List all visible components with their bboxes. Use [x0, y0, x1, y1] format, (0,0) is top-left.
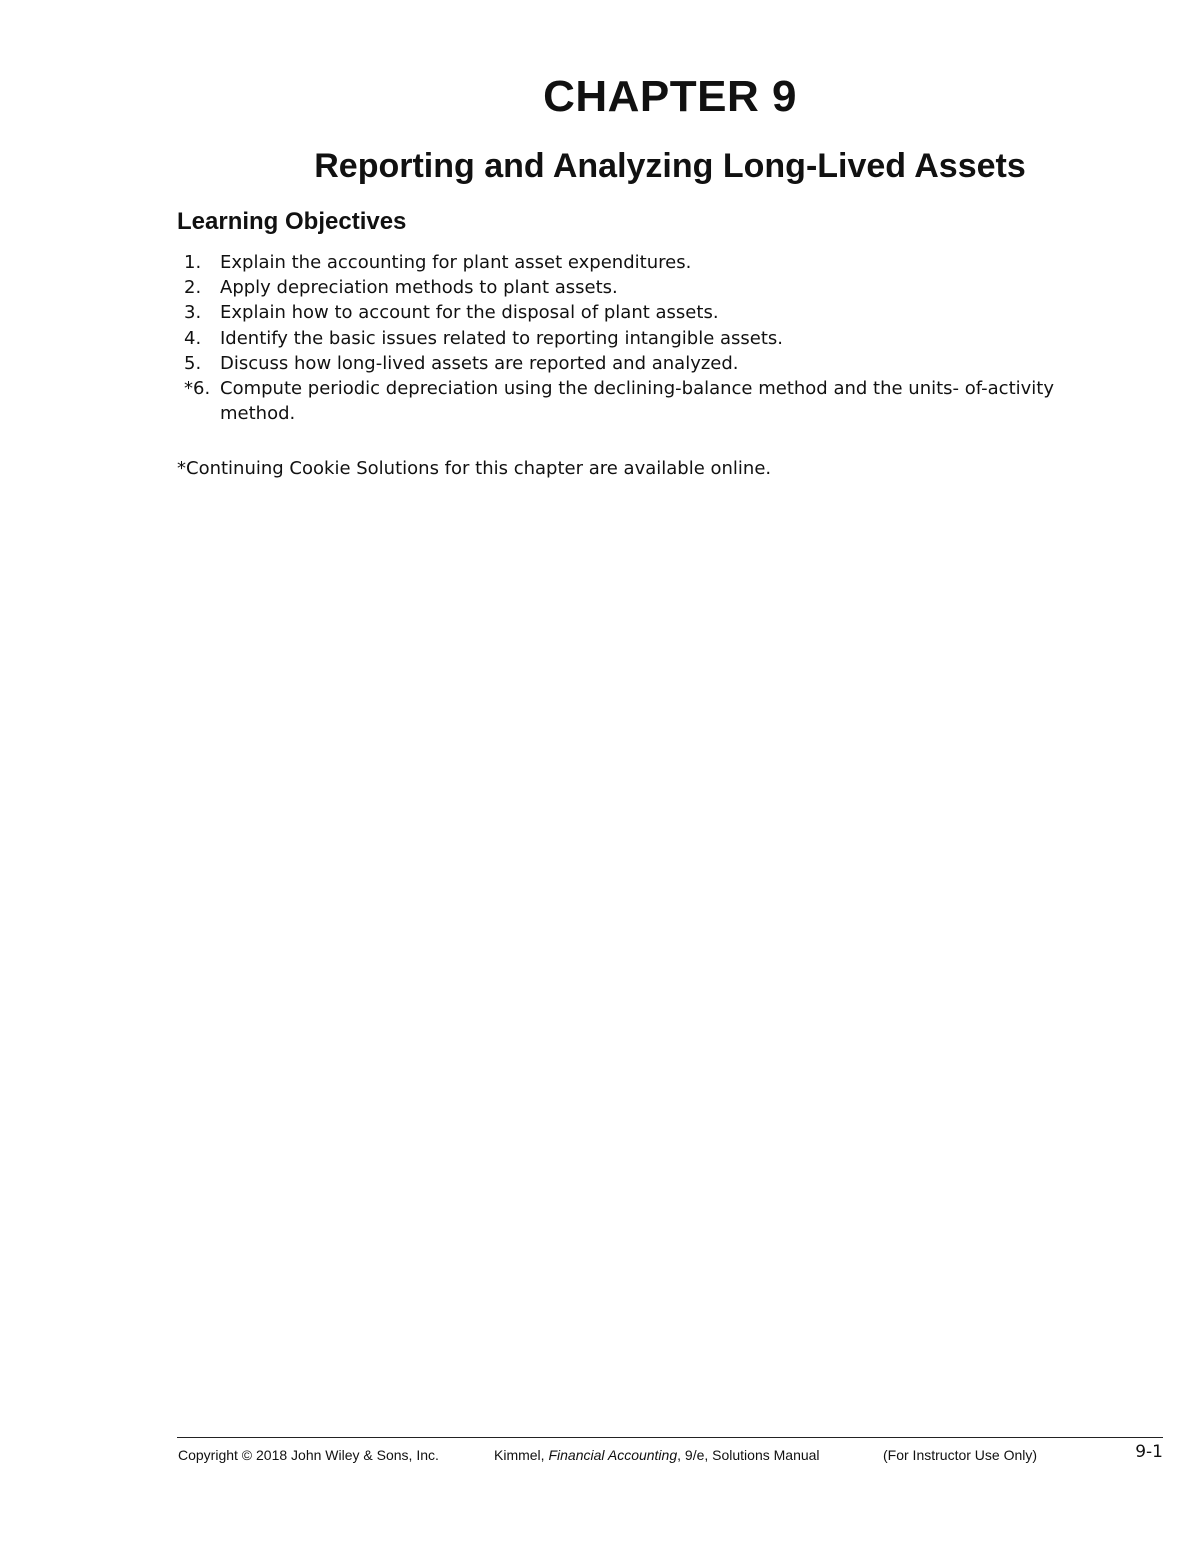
objective-item	[170, 300, 1130, 325]
footer-author: Kimmel,	[494, 1447, 545, 1463]
objective-item	[170, 275, 1130, 300]
footer-usage: (For Instructor Use Only)	[883, 1447, 1038, 1463]
objective-text: Compute periodic depreciation using the declining-balance method and the units- of-activity method.	[220, 378, 1054, 425]
objective-text: Explain the accounting for plant asset expenditures.	[220, 252, 692, 273]
objective-item	[170, 376, 1130, 426]
online-solutions-note: *Continuing Cookie Solutions for this chapter are available online.	[177, 458, 772, 479]
page-footer	[178, 1442, 1163, 1465]
objective-number: 1.	[184, 252, 202, 273]
objective-number: 4.	[184, 327, 202, 349]
learning-objectives-list	[170, 250, 1130, 426]
objective-text: Identify the basic issues related to reporting intangible assets.	[220, 327, 784, 349]
footer-copyright: Copyright © 2018 John Wiley & Sons, Inc.	[178, 1447, 439, 1463]
objective-item	[170, 326, 1130, 351]
objective-text: Explain how to account for the disposal of plant assets.	[220, 302, 719, 324]
objective-number: 2.	[184, 277, 202, 299]
objective-number: 5.	[184, 352, 202, 374]
footer-book-title: Financial Accounting	[548, 1447, 678, 1463]
objective-number: *6.	[184, 378, 211, 400]
objective-text: Apply depreciation methods to plant assets.	[220, 277, 618, 299]
chapter-heading: CHAPTER 9	[543, 72, 797, 121]
footer-citation	[494, 1445, 820, 1465]
learning-objectives-heading: Learning Objectives	[177, 208, 407, 235]
objective-item	[170, 250, 1130, 275]
footer-edition: , 9/e, Solutions Manual	[677, 1447, 820, 1463]
chapter-subtitle: Reporting and Analyzing Long-Lived Assets	[314, 147, 1026, 185]
objective-text: Discuss how long-lived assets are reported and analyzed.	[220, 352, 739, 374]
page-number: 9-1	[1135, 1442, 1163, 1462]
footer-rule	[177, 1437, 1163, 1438]
objective-number: 3.	[184, 302, 202, 324]
objective-item	[170, 351, 1130, 376]
